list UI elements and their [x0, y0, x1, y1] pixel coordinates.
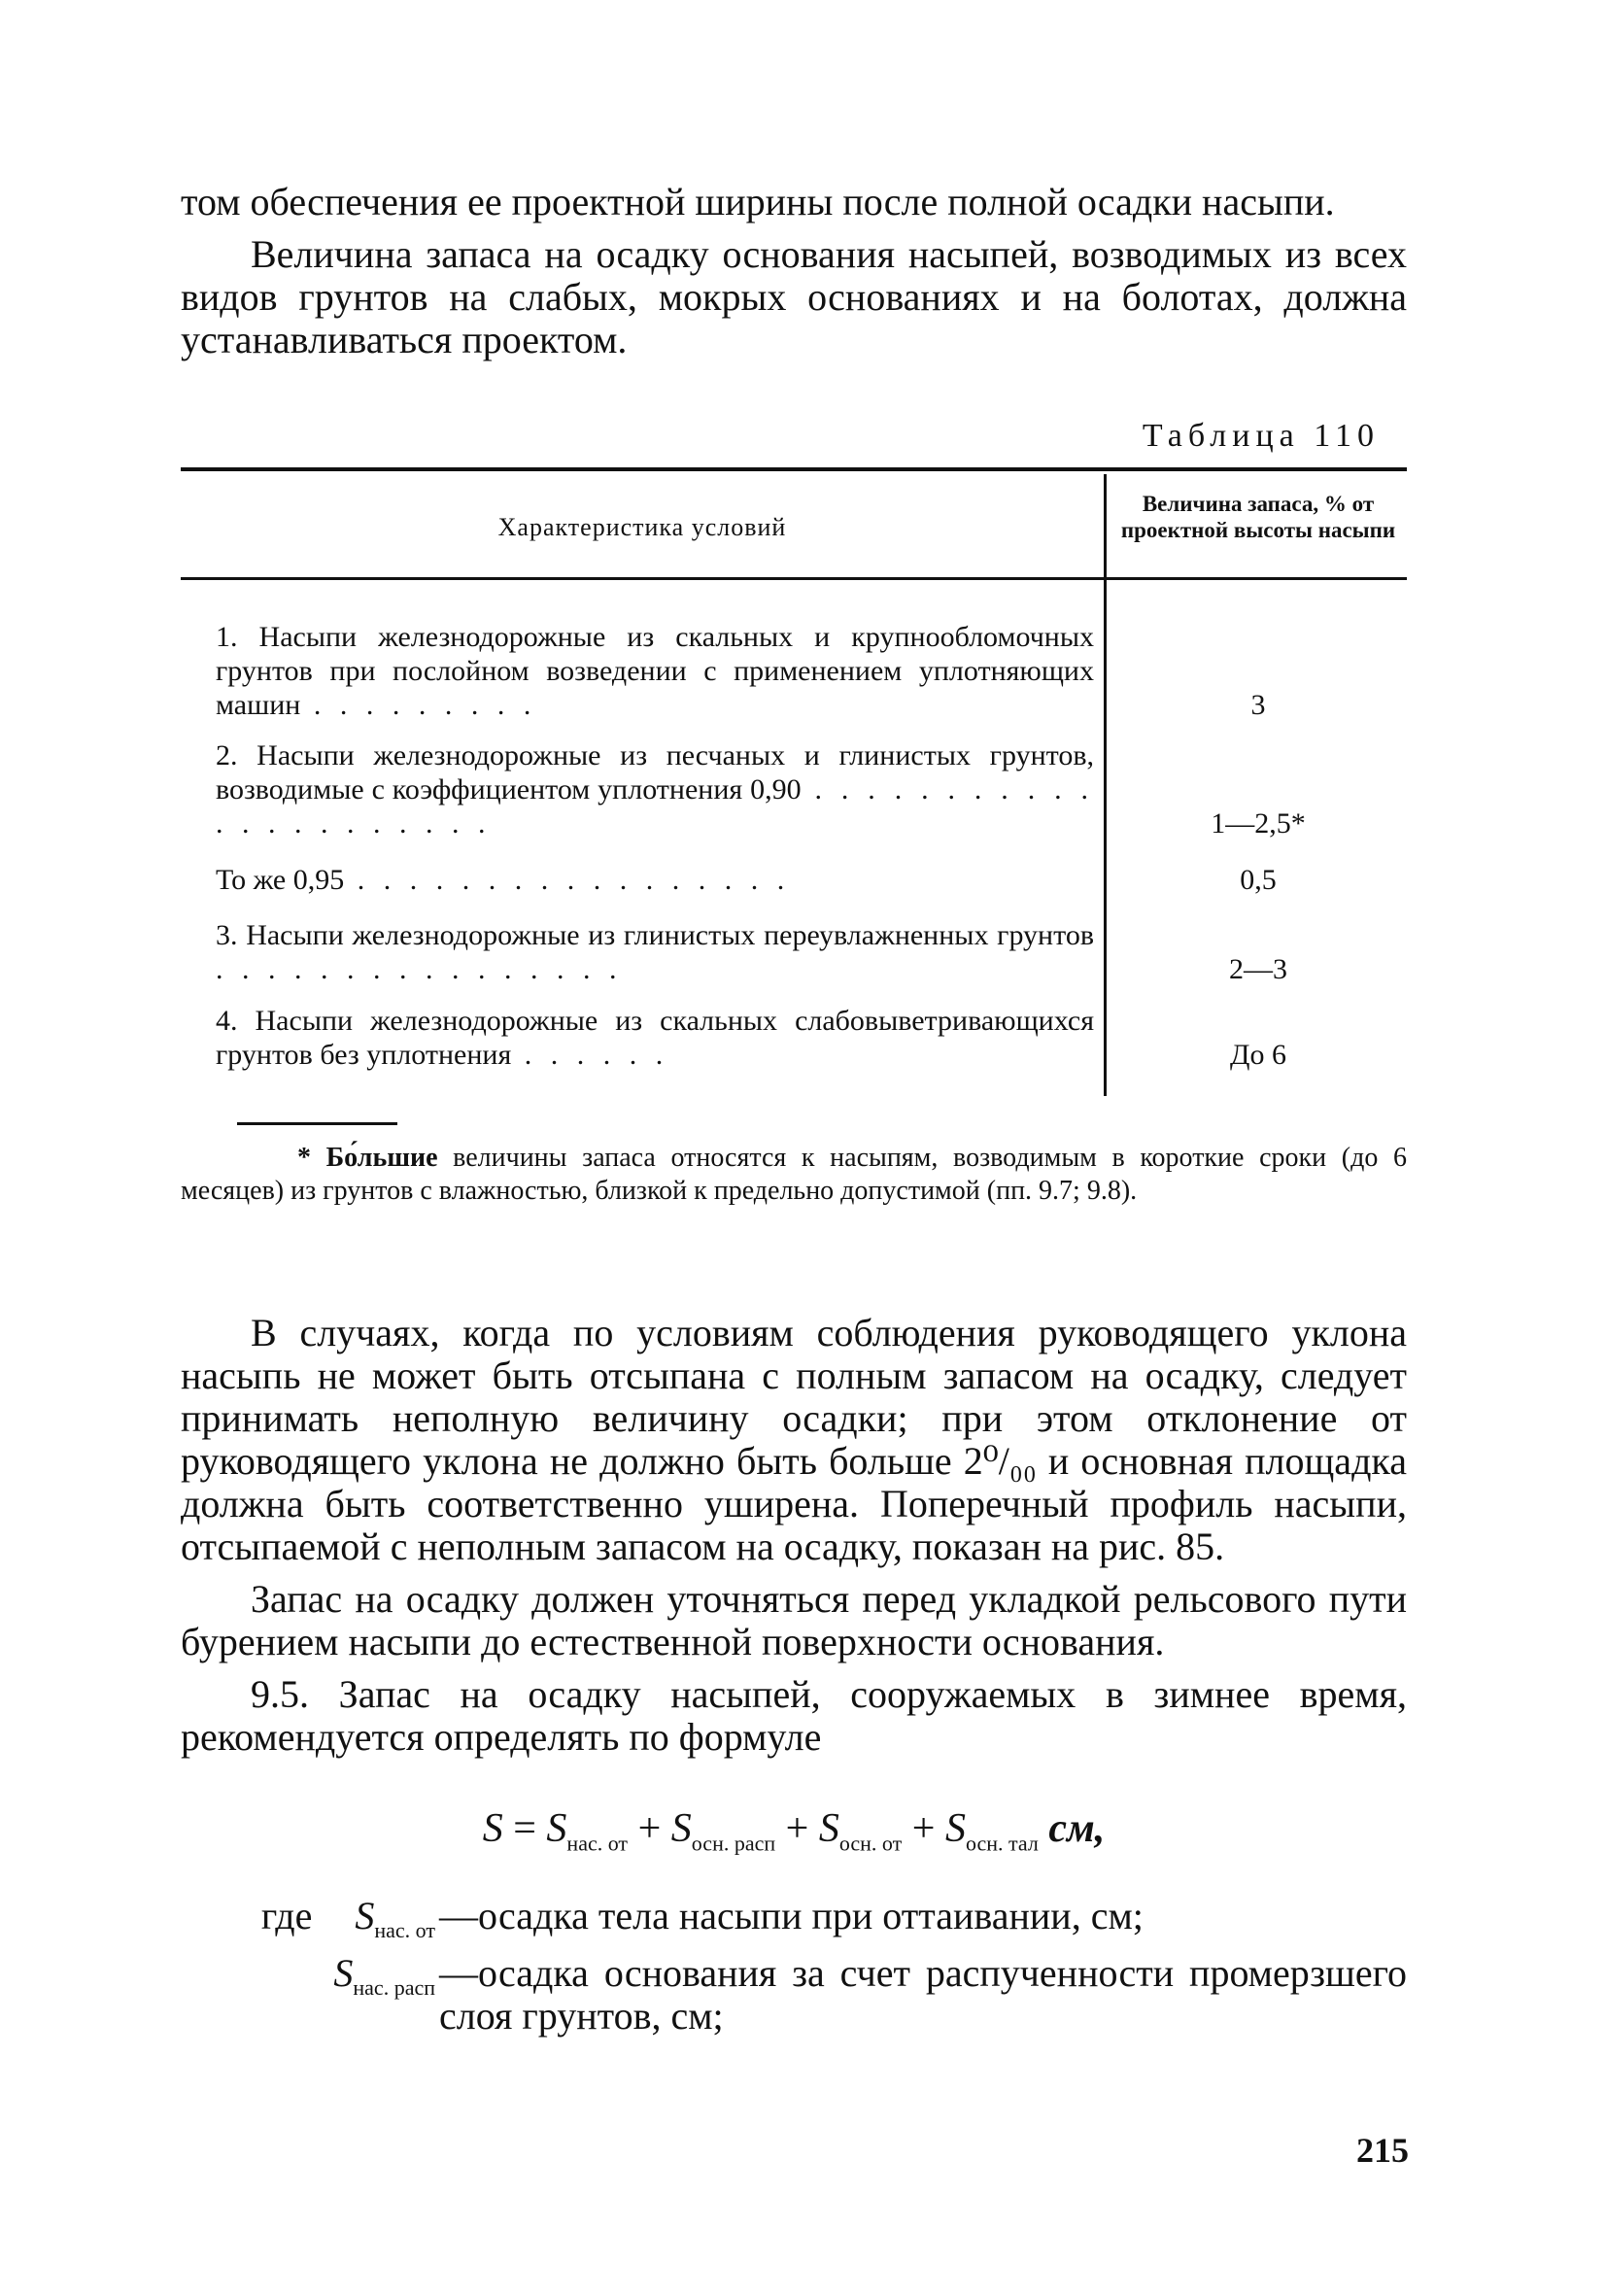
table-header-conditions: Характеристика условий: [497, 513, 787, 541]
formula-definitions: [181, 1895, 1407, 2038]
table-column-divider: [1104, 474, 1107, 1096]
body-paragraph-1: В случаях, когда по условиям соблюдения руководящего уклона насыпь не может быть отсыпана с полным запасом на осадку, следует принимать неполную величину осадки; при этом отклонение от руководящего уклона не должно быть больше 2⁰/₀₀ и основная площадка должна быть соответственно уширена. Поперечный профиль насыпи, отсыпаемой с неполным запасом на осадку, показан на рис. 85.: [181, 1311, 1407, 1568]
definition-item: $S_{нас. расп}$ —осадка основания за счет распученности промерзшего слоя грунтов, см;: [333, 1951, 1407, 2038]
page-number: 215: [1356, 2131, 1409, 2170]
table-row-2-text: 2. Насыпи железнодорожные из песчаных и глинистых грунтов, возводимые с коэффициентом уплотнения 0,90 . . . . . . . . . . . . . . . . . . . . . .: [216, 739, 1095, 840]
table-row-4-value: До 6: [1230, 1039, 1286, 1071]
table-footnote: * Бо́льшие величины запаса относятся к насыпям, возводимым в короткие сроки (до 6 месяцев) из грунтов с влажностью, близкой к предельно допустимой (пп. 9.7; 9.8).: [181, 1143, 1407, 1206]
table-row-1-text: 1. Насыпи железнодорожные из скальных и крупнообломочных грунтов при послойном возведении с применением уплотняющих машин . . . . . . . . .: [216, 621, 1094, 721]
table-row-2-value: 1—2,5*: [1211, 807, 1306, 840]
table-top-rule: [181, 467, 1407, 471]
definition-item: где $S_{нас. от}$ —осадка тела насыпи при оттаивании, см;: [260, 1894, 1144, 1942]
table-header-reserve: Величина запаса, % от проектной высоты насыпи: [1120, 492, 1396, 542]
body-block: [181, 1312, 1407, 1759]
settlement-formula: $S = S_{нас. от} + S_{осн. расп} + S_{осн. от} + S_{осн. тал}$ см,: [482, 1806, 1106, 1856]
body-paragraph-2: Запас на осадку должен уточняться перед укладкой рельсового пути бурением насыпи до естественной поверхности основания.: [181, 1577, 1407, 1663]
intro-block: [181, 181, 1407, 361]
table-row-1-value: 3: [1250, 689, 1266, 721]
where-label: где: [260, 1894, 313, 1937]
table-row-3-text: 3. Насыпи железнодорожные из глинистых переувлажненных грунтов . . . . . . . . . . . . . . . .: [216, 919, 1094, 985]
body-paragraph-3: 9.5. Запас на осадку насыпей, сооружаемых в зимнее время, рекомендуется определять по формуле: [181, 1672, 1407, 1759]
table-header-rule: [181, 577, 1407, 580]
table-caption: Таблица 110: [1142, 418, 1380, 454]
intro-paragraph: Величина запаса на осадку основания насыпей, возводимых из всех видов грунтов на слабых, мокрых основаниях и на болотах, должна устанавливаться проектом.: [181, 232, 1407, 361]
table-row-3-value: 2—3: [1229, 953, 1287, 985]
table-row-2b-value: 0,5: [1240, 864, 1277, 896]
intro-continuation: том обеспечения ее проектной ширины после полной осадки насыпи.: [181, 180, 1335, 223]
table-row-2b-text: То же 0,95 . . . . . . . . . . . . . . . . .: [216, 864, 791, 896]
footnote-rule: [237, 1122, 397, 1125]
table-row-4-text: 4. Насыпи железнодорожные из скальных слабовыветривающихся грунтов без уплотнения . . . . . .: [216, 1005, 1094, 1071]
